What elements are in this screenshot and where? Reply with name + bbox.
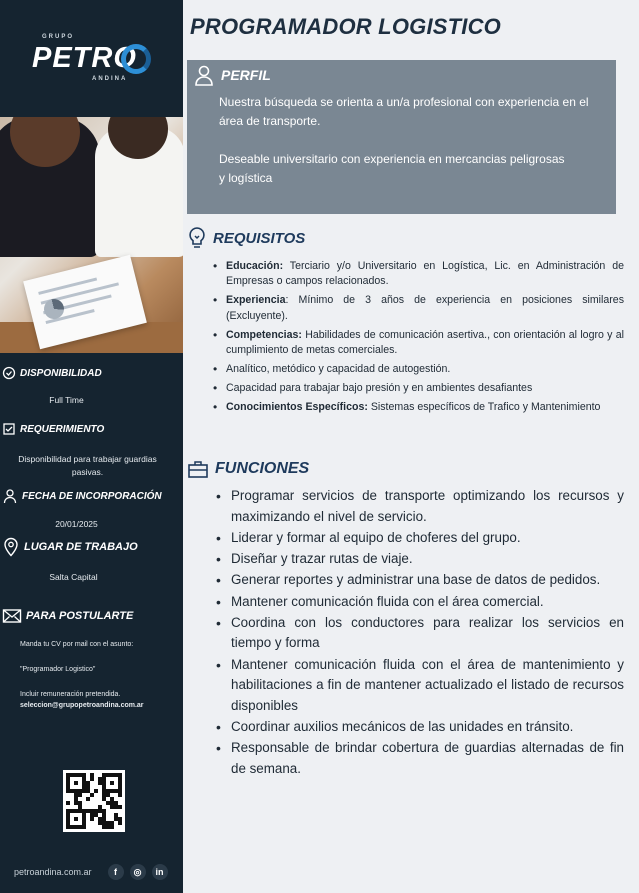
logo-name: PETRO: [32, 42, 137, 74]
fecha-value: 20/01/2025: [55, 519, 98, 529]
requerimiento-heading: REQUERIMIENTO: [20, 423, 105, 435]
postular-email[interactable]: seleccion@grupopetroandina.com.ar: [20, 702, 144, 709]
checklist-icon: [2, 422, 16, 436]
list-item: • Diseñar y trazar rutas de viaje.: [212, 549, 624, 570]
fecha-heading: FECHA DE INCORPORACIÓN: [22, 490, 162, 502]
person-icon: [2, 488, 18, 504]
clock-check-icon: [2, 366, 16, 380]
list-item: • Coordinar auxilios mecánicos de las unidades en tránsito.: [212, 717, 624, 738]
lugar-value: Salta Capital: [49, 572, 98, 582]
logo-grupo: GRUPO: [42, 34, 75, 40]
list-item: • Analítico, metódico y capacidad de autogestión.: [210, 362, 624, 377]
disponibilidad-value: Full Time: [49, 395, 84, 405]
office-photo: [0, 117, 183, 353]
list-item: • Conocimientos Específicos: Sistemas específicos de Trafico y Mantenimiento: [210, 400, 624, 415]
perfil-paragraph-1: Nuestra búsqueda se orienta a un/a profesional con experiencia en el área de transporte.: [219, 95, 589, 128]
perfil-heading: PERFIL: [221, 67, 271, 83]
list-item: • Experiencia: Mínimo de 3 años de experiencia en posiciones similares (Excluyente).: [210, 293, 624, 324]
requisitos-heading: REQUISITOS: [213, 229, 306, 247]
funciones-list: [212, 486, 624, 780]
company-logo: [22, 34, 162, 94]
fecha-section: [0, 488, 183, 531]
website-link[interactable]: petroandina.com.ar: [14, 867, 92, 877]
list-item: • Mantener comunicación fluida con el área comercial.: [212, 592, 624, 613]
list-item: • Competencias: Habilidades de comunicación asertiva., con orientación al logro y al cumplimiento de metas comerciales.: [210, 328, 624, 359]
requisitos-header: [187, 226, 305, 250]
page-title: PROGRAMADOR LOGISTICO: [190, 14, 501, 39]
lugar-heading: LUGAR DE TRABAJO: [24, 541, 138, 553]
postular-heading: PARA POSTULARTE: [26, 610, 134, 622]
footer: [14, 864, 168, 880]
list-item: • Programar servicios de transporte optimizando los recursos y maximizando el nivel de servicio.: [212, 486, 624, 527]
instagram-icon[interactable]: ◎: [130, 864, 146, 880]
lightbulb-icon: [187, 226, 207, 250]
postular-subject: "Programador Logistico": [20, 666, 96, 673]
facebook-icon[interactable]: f: [108, 864, 124, 880]
sidebar: [0, 0, 183, 893]
list-item: • Responsable de brindar cobertura de guardias alternadas de fin de semana.: [212, 738, 624, 779]
list-item: • Mantener comunicación fluida con el área de mantenimiento y habilitaciones a fin de mantener actualizado el listado de recursos disponibles: [212, 655, 624, 717]
user-icon: [193, 64, 215, 86]
qr-code[interactable]: [63, 770, 125, 832]
funciones-header: [187, 459, 309, 479]
disponibilidad-heading: DISPONIBILIDAD: [20, 367, 102, 379]
linkedin-icon[interactable]: in: [152, 864, 168, 880]
requisitos-list: [210, 259, 624, 419]
list-item: • Capacidad para trabajar bajo presión y en ambientes desafiantes: [210, 381, 624, 396]
postular-instruction: Manda tu CV por mail con el asunto:: [20, 641, 134, 648]
funciones-heading: FUNCIONES: [215, 460, 310, 477]
briefcase-icon: [187, 459, 209, 479]
requerimiento-section: [0, 422, 183, 479]
postular-salary-note: Incluir remuneración pretendida.: [20, 691, 121, 698]
disponibilidad-section: [0, 366, 183, 407]
list-item: • Generar reportes y administrar una base de datos de pedidos.: [212, 570, 624, 591]
list-item: • Liderar y formar al equipo de choferes del grupo.: [212, 528, 624, 549]
requerimiento-value: Disponibilidad para trabajar guardias pasivas.: [18, 454, 157, 477]
logo-ring-icon: [121, 44, 151, 74]
postular-section: [0, 608, 183, 711]
list-item: • Educación: Terciario y/o Universitario en Logística, Lic. en Administración de Empresas o campos relacionados.: [210, 259, 624, 290]
mail-icon: [2, 608, 22, 624]
lugar-section: [0, 537, 183, 584]
perfil-section: [187, 60, 616, 214]
logo-andina: ANDINA: [92, 76, 128, 82]
location-pin-icon: [2, 537, 20, 557]
perfil-paragraph-2: Deseable universitario con experiencia en mercancias peligrosas y logística: [219, 152, 565, 185]
list-item: • Coordina con los conductores para realizar los servicios en tiempo y forma: [212, 613, 624, 654]
